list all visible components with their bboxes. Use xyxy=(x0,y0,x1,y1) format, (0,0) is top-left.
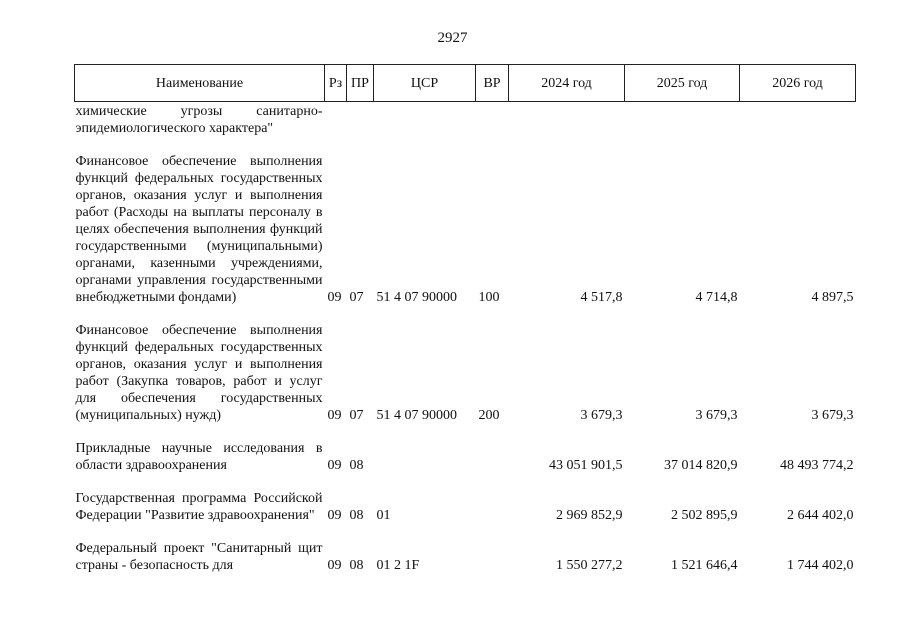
row-2025: 4 714,8 xyxy=(695,290,738,305)
row-2024 xyxy=(509,102,625,154)
row-2026: 4 897,5 xyxy=(811,290,854,305)
row-rz: 09 xyxy=(327,408,342,423)
header-rz: Рз xyxy=(325,65,347,102)
row-name: Финансовое обеспечение выполнения функций федеральных государственных органов, оказания услуг и выполнения работ (Закупка товаров, работ и услуг для обеспечения государственных (муниципальных) нужд) xyxy=(75,323,323,423)
row-csr xyxy=(374,440,476,490)
header-2025: 2025 год xyxy=(625,65,740,102)
header-2026: 2026 год xyxy=(740,65,856,102)
row-name: химические угрозы санитарно-эпидемиологического характера" xyxy=(75,104,323,136)
row-name: Прикладные научные исследования в области здравоохранения xyxy=(75,441,323,473)
row-csr: 51 4 07 90000 xyxy=(376,408,457,423)
page-number: 2927 xyxy=(437,30,468,46)
row-vr: 100 xyxy=(478,290,500,305)
row-2026: 1 744 402,0 xyxy=(787,558,854,573)
row-name: Финансовое обеспечение выполнения функций федеральных государственных органов, оказания услуг и выполнения работ (Расходы на выплаты персоналу в целях обеспечения выполнения функций государственными (муниципальными) органами, казенными учреждениями, органами управления государственными внебюджетными фондами) xyxy=(75,154,323,305)
row-rz: 09 xyxy=(327,558,342,573)
table-row xyxy=(75,440,856,490)
table-row xyxy=(75,153,856,322)
row-2026: 2 644 402,0 xyxy=(787,508,854,523)
budget-table xyxy=(74,64,856,574)
row-vr xyxy=(476,440,509,490)
row-2026 xyxy=(740,102,856,154)
table-row xyxy=(75,490,856,540)
row-pr: 08 xyxy=(349,508,364,523)
header-csr: ЦСР xyxy=(374,65,476,102)
table-header-row xyxy=(75,65,856,102)
row-2026: 48 493 774,2 xyxy=(780,458,854,473)
row-name: Государственная программа Российской Федерации "Развитие здравоохранения" xyxy=(75,491,323,523)
row-2024: 3 679,3 xyxy=(580,408,623,423)
row-vr xyxy=(476,490,509,540)
row-2024: 1 550 277,2 xyxy=(556,558,623,573)
table-row xyxy=(75,322,856,440)
row-pr: 08 xyxy=(349,458,364,473)
row-2025: 37 014 820,9 xyxy=(664,458,738,473)
row-pr: 07 xyxy=(349,408,364,423)
row-vr xyxy=(476,540,509,574)
row-csr: 51 4 07 90000 xyxy=(376,290,457,305)
row-csr: 01 xyxy=(376,508,391,523)
row-2025: 1 521 646,4 xyxy=(671,558,738,573)
row-2024: 43 051 901,5 xyxy=(549,458,623,473)
row-2025: 3 679,3 xyxy=(695,408,738,423)
row-2025: 2 502 895,9 xyxy=(671,508,738,523)
row-2024: 4 517,8 xyxy=(580,290,623,305)
row-pr xyxy=(347,102,374,154)
row-rz xyxy=(325,102,347,154)
row-2025 xyxy=(625,102,740,154)
row-2026: 3 679,3 xyxy=(811,408,854,423)
table-row xyxy=(75,102,856,154)
row-pr: 07 xyxy=(349,290,364,305)
row-rz: 09 xyxy=(327,290,342,305)
table-row xyxy=(75,540,856,574)
row-name: Федеральный проект "Санитарный щит страны - безопасность для xyxy=(75,541,323,573)
header-pr: ПР xyxy=(347,65,374,102)
row-csr: 01 2 1F xyxy=(376,558,420,573)
row-csr xyxy=(374,102,476,154)
row-vr xyxy=(476,102,509,154)
header-name: Наименование xyxy=(75,65,325,102)
row-vr: 200 xyxy=(478,408,500,423)
row-rz: 09 xyxy=(327,508,342,523)
row-2024: 2 969 852,9 xyxy=(556,508,623,523)
row-rz: 09 xyxy=(327,458,342,473)
header-vr: ВР xyxy=(476,65,509,102)
row-pr: 08 xyxy=(349,558,364,573)
header-2024: 2024 год xyxy=(509,65,625,102)
